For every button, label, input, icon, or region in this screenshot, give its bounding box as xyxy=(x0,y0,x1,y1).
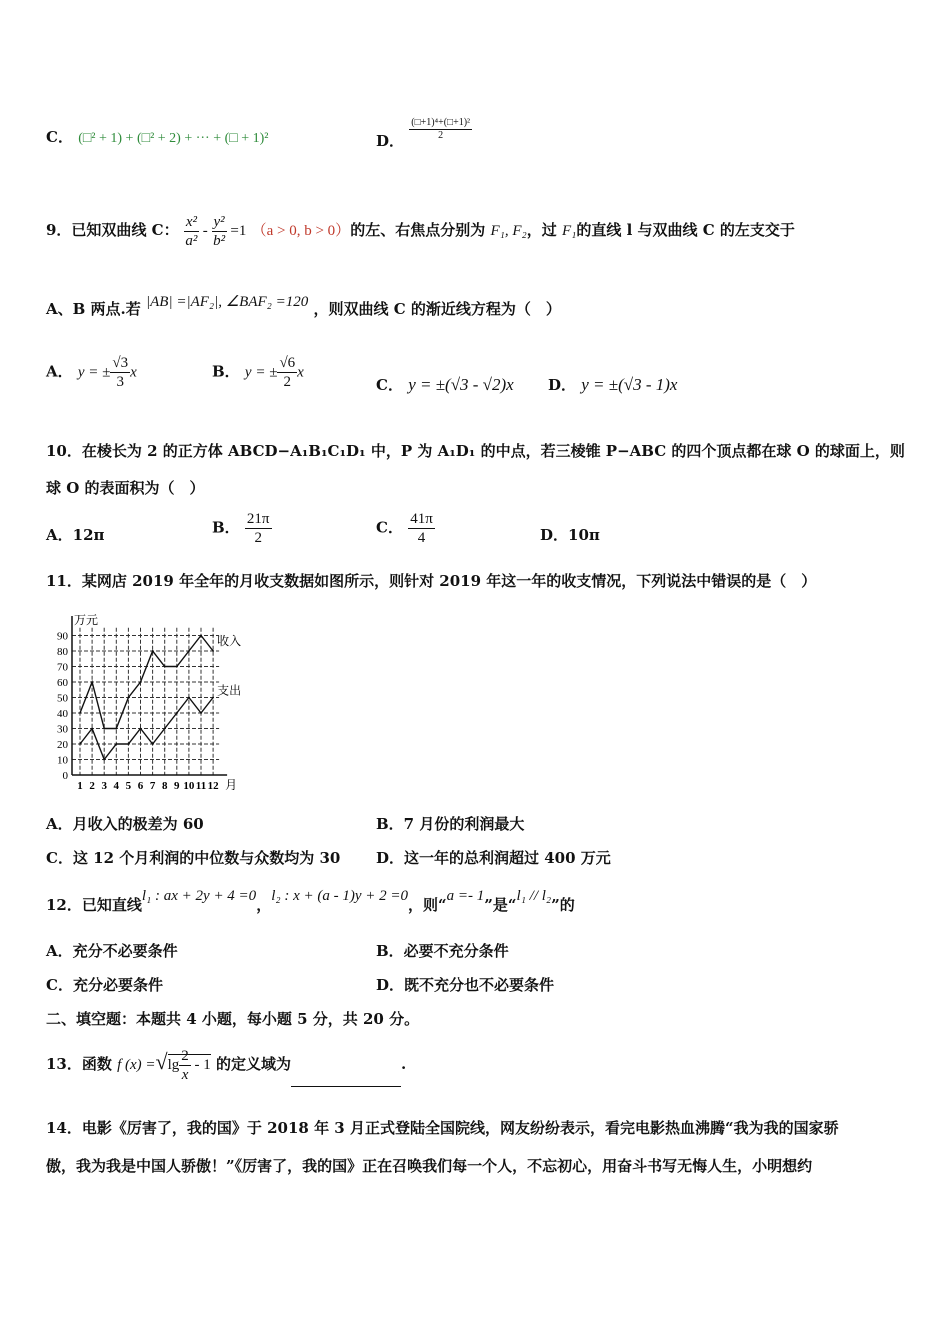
data-point xyxy=(103,759,105,761)
y-tick-label: 50 xyxy=(57,692,68,705)
q13-answer-blank[interactable] xyxy=(291,1086,401,1087)
q13-stem xyxy=(46,1040,406,1087)
section-2-heading: 二、填空题：本题共 4 小题，每小题 5 分，共 20 分。 xyxy=(46,1010,420,1028)
q8-option-d-den: 2 xyxy=(438,130,444,141)
q8-option-d-frac xyxy=(409,117,472,142)
series-label: 支出 xyxy=(217,683,242,698)
x-tick-label: 7 xyxy=(149,780,156,792)
q10-option-a: A．12π xyxy=(46,526,105,544)
data-point xyxy=(212,650,214,652)
q9-option-d-expr: y = ±(√3 - 1)x xyxy=(581,375,678,394)
q10-option-c-label: C． xyxy=(376,518,403,537)
q13-frac-num: 2 xyxy=(181,1048,189,1065)
q9-text-e: A、B 两点.若 xyxy=(46,300,141,318)
y-tick-label: 80 xyxy=(57,646,68,658)
q11-option-b: B．7 月份的利润最大 xyxy=(376,815,525,833)
q10-option-b-frac xyxy=(245,510,272,547)
q9-option-a-post: x xyxy=(130,364,137,381)
q9-text-f: ，则双曲线 C 的渐近线方程为（ ） xyxy=(313,300,561,318)
q12-option-a: A．充分不必要条件 xyxy=(46,942,178,960)
x-tick-label: 1 xyxy=(77,780,83,792)
x-tick-label: 6 xyxy=(137,780,144,792)
q10-option-c-num: 41π xyxy=(410,511,433,527)
y-tick-label: 10 xyxy=(57,754,68,767)
q9-text-d: 的直线 l 与双曲线 C 的左支交于 xyxy=(576,221,795,239)
x-axis-label: 月 xyxy=(225,778,238,792)
q12-condition: a =- 1 xyxy=(446,888,485,904)
y-axis-label: 万元 xyxy=(74,613,99,627)
data-point xyxy=(152,743,154,745)
y-tick-label: 60 xyxy=(57,677,68,689)
q10-stem-line2: 球 O 的表面积为（ ） xyxy=(46,479,205,497)
q11-option-c: C．这 12 个月利润的中位数与众数均为 30 xyxy=(46,849,341,867)
q9-a2: a² xyxy=(185,232,198,249)
q13-sqrt-sign: √ xyxy=(155,1049,168,1074)
q9-option-c-label: C． xyxy=(376,376,403,394)
data-point xyxy=(79,743,81,745)
q9-condition-math: |AB| =|AF₂|, ∠BAF₂ =120 xyxy=(146,294,309,310)
data-point xyxy=(103,728,105,730)
data-point xyxy=(200,635,202,637)
q12-comma: ， xyxy=(256,896,272,914)
x-tick-label: 2 xyxy=(89,780,95,792)
q9-text-b: 的左、右焦点分别为 xyxy=(350,221,486,239)
x-tick-label: 12 xyxy=(207,780,219,792)
q12-text-c: ”是“ xyxy=(484,896,517,914)
data-point xyxy=(128,697,130,699)
q14-line2: 傲，我为我是中国人骄傲！”《厉害了，我的国》正在召唤我们每一个人，不忘初心，用奋斗书写无悔人生，小明想约 xyxy=(46,1157,813,1175)
q9-option-b-den: 2 xyxy=(283,374,292,390)
q9-option-b-pre: y = ± xyxy=(244,364,278,381)
q9-option-c-expr: y = ±(√3 - √2)x xyxy=(408,375,514,394)
q9-stem-line2 xyxy=(46,294,561,319)
q9-option-b-post: x xyxy=(297,364,304,381)
q8-option-d-num: (□+1)⁴+(□+1)² xyxy=(411,117,471,128)
q12-stem xyxy=(46,884,575,914)
q11-option-a: A．月收入的极差为 60 xyxy=(46,815,204,833)
q9-x2: x² xyxy=(185,213,197,230)
q9-option-a xyxy=(46,354,137,391)
q12-option-c: C．充分必要条件 xyxy=(46,976,163,994)
x-tick-label: 3 xyxy=(101,780,107,792)
q13-fx: f (x) = xyxy=(117,1057,156,1073)
q13-minus-one: - 1 xyxy=(190,1057,211,1073)
x-tick-label: 5 xyxy=(125,780,132,792)
data-point xyxy=(91,681,93,683)
q9-option-a-pre: y = ± xyxy=(77,364,111,381)
q9-option-d xyxy=(548,374,677,395)
data-point xyxy=(128,743,130,745)
q13-radicand xyxy=(167,1048,211,1084)
q9-b2: b² xyxy=(213,232,226,249)
q9-frac-y xyxy=(212,213,227,250)
y-tick-label: 70 xyxy=(57,661,68,674)
q8-option-d xyxy=(376,108,472,151)
q8-option-c xyxy=(46,126,268,147)
q10-option-c-frac xyxy=(408,510,435,547)
q13-text-post: 的定义域为 xyxy=(216,1055,292,1073)
data-point xyxy=(91,728,93,730)
q11-option-d: D．这一年的总利润超过 400 万元 xyxy=(376,849,611,867)
q8-option-c-expr: (□² + 1) + (□² + 2) + ··· + (□ + 1)² xyxy=(78,131,269,146)
q9-option-d-label: D． xyxy=(548,376,577,394)
q13-frac xyxy=(179,1047,191,1084)
data-point xyxy=(200,712,202,714)
q8-option-d-label: D． xyxy=(376,132,405,150)
y-tick-label: 90 xyxy=(57,630,68,643)
q9-f1: F₁ xyxy=(561,223,577,239)
q10-stem-line1: 10．在棱长为 2 的正方体 ABCD−A₁B₁C₁D₁ 中，P 为 A₁D₁ 的中点，若三棱锥 P−ABC 的四个顶点都在球 O 的球面上，则 xyxy=(46,442,905,460)
q13-text-pre: 13．函数 xyxy=(46,1055,112,1073)
y-tick-label: 40 xyxy=(57,708,68,720)
chart-grid xyxy=(72,628,219,775)
data-point xyxy=(176,712,178,714)
income-expense-chart xyxy=(38,610,298,795)
q11-stem: 11．某网店 2019 年全年的月收支数据如图所示，则针对 2019 年这一年的收支情况，下列说法中错误的是（ ） xyxy=(46,572,817,590)
y-tick-label: 30 xyxy=(57,723,68,736)
q9-option-a-num: √3 xyxy=(112,355,129,371)
q12-line-l2: l₂ : x + (a - 1)y + 2 =0 xyxy=(271,888,408,904)
data-point xyxy=(79,712,81,714)
data-point xyxy=(176,666,178,668)
data-point xyxy=(164,728,166,730)
data-point xyxy=(140,728,142,730)
q10-option-b-label: B． xyxy=(212,518,240,537)
q10-option-b-num: 21π xyxy=(246,511,270,527)
data-point xyxy=(115,728,117,730)
q9-frac-x xyxy=(184,213,199,250)
q10-option-d: D．10π xyxy=(540,526,600,544)
data-point xyxy=(212,697,214,699)
q13-period: . xyxy=(401,1055,407,1073)
q9-option-a-den: 3 xyxy=(116,374,124,390)
q13-lg: lg xyxy=(167,1057,180,1073)
q10-option-c-den: 4 xyxy=(417,530,426,546)
series-label: 收入 xyxy=(217,634,242,648)
q10-option-b xyxy=(212,510,272,547)
q10-option-b-den: 2 xyxy=(254,530,262,546)
q9-option-b-label: B． xyxy=(212,362,240,381)
x-tick-label: 11 xyxy=(195,780,207,792)
data-point xyxy=(152,650,154,652)
q14-line1: 14．电影《厉害了，我的国》于 2018 年 3 月正式登陆全国院线，网友纷纷表示，看完电影热血沸腾“我为我的国家骄 xyxy=(46,1119,839,1137)
q12-text-d: ”的 xyxy=(551,896,575,914)
q12-text-b: ，则“ xyxy=(408,896,447,914)
q9-option-b xyxy=(212,354,304,391)
q9-option-b-num: √6 xyxy=(279,355,296,371)
q13-frac-den: x xyxy=(181,1067,189,1084)
q9-y2: y² xyxy=(213,213,225,230)
data-point xyxy=(140,681,142,683)
q9-stem-line1 xyxy=(46,200,795,261)
q9-option-a-frac xyxy=(110,354,130,391)
q12-line-l1: l₁ : ax + 2y + 4 =0 xyxy=(141,888,257,904)
q12-option-d: D．既不充分也不必要条件 xyxy=(376,976,555,994)
x-tick-label: 8 xyxy=(161,780,168,792)
q9-option-a-label: A． xyxy=(46,362,73,381)
x-tick-label: 9 xyxy=(174,780,180,792)
data-point xyxy=(115,743,117,745)
x-tick-label: 10 xyxy=(183,780,195,792)
data-point xyxy=(188,650,190,652)
q9-option-b-frac xyxy=(277,354,297,391)
q9-option-c xyxy=(376,374,514,395)
q9-text-c: ，过 xyxy=(526,221,557,239)
q9-minus: - xyxy=(199,223,212,239)
q12-option-b: B．必要不充分条件 xyxy=(376,942,509,960)
q8-option-c-label: C． xyxy=(46,128,73,146)
y-tick-label: 0 xyxy=(62,770,68,782)
x-tick-label: 4 xyxy=(113,780,120,792)
data-point xyxy=(188,697,190,699)
q9-text: 9．已知双曲线 C： xyxy=(46,221,179,239)
data-point xyxy=(164,666,166,668)
q12-parallel: l₁ // l₂ xyxy=(516,888,552,904)
y-tick-label: 20 xyxy=(57,739,68,751)
q9-foci: F₁, F₂ xyxy=(490,223,527,239)
q12-text-a: 12．已知直线 xyxy=(46,896,142,914)
q9-condition: （a > 0, b > 0） xyxy=(251,223,351,239)
q9-eq1: =1 xyxy=(226,223,247,239)
q10-option-c xyxy=(376,510,435,547)
